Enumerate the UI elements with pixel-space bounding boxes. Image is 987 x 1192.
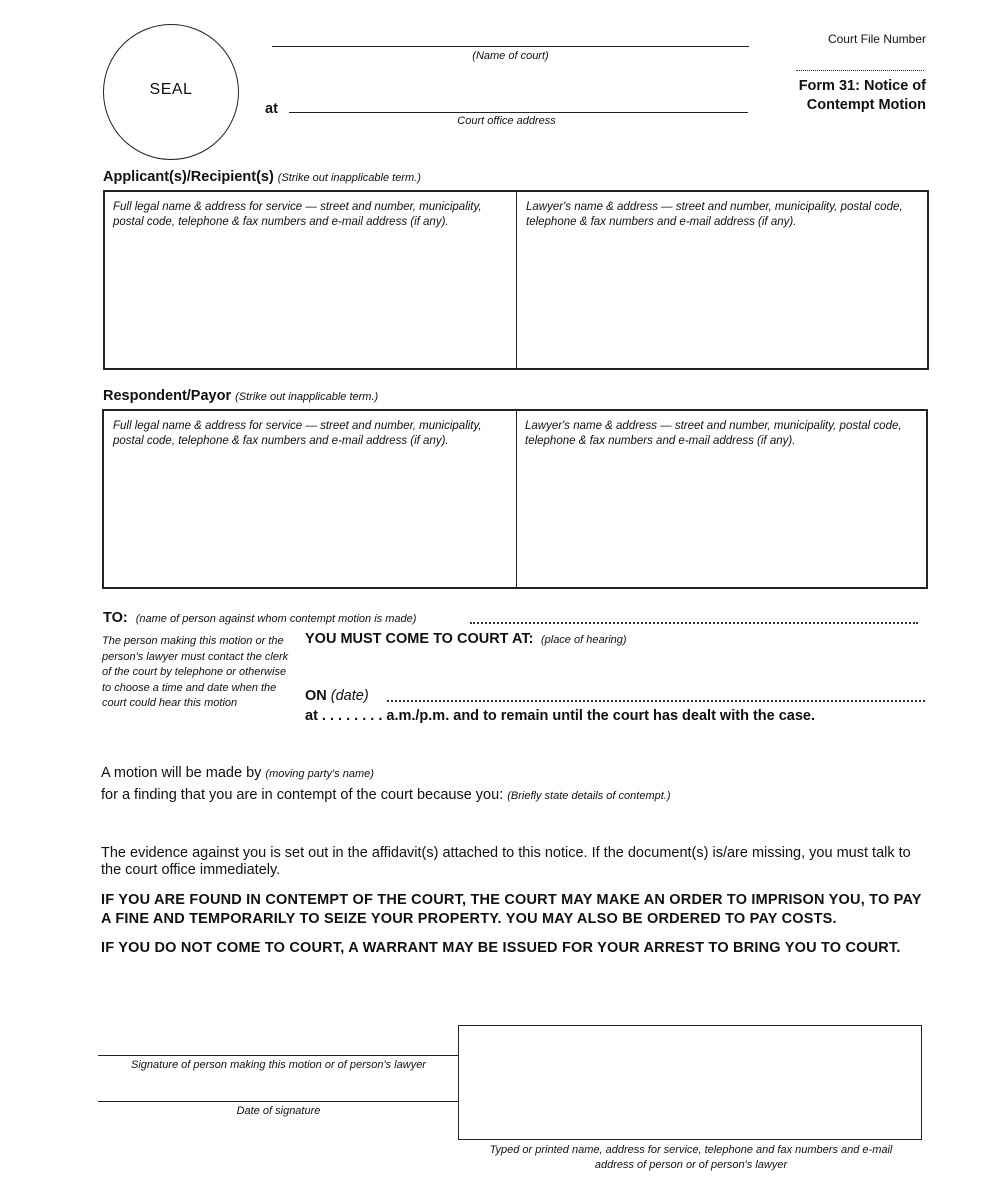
form-title-line1: Form 31: Notice of bbox=[798, 78, 926, 94]
motion-line1-text: A motion will be made by bbox=[101, 765, 262, 781]
motion-line1 bbox=[101, 765, 374, 783]
lawyer-box-caption-line1: Typed or printed name, address for service, telephone and fax numbers and e-mail bbox=[489, 1144, 893, 1156]
court-file-number-label: Court File Number bbox=[827, 32, 926, 46]
court-address-line[interactable] bbox=[289, 112, 748, 113]
contempt-warning: IF YOU ARE FOUND IN CONTEMPT OF THE COURT, THE COURT MAY MAKE AN ORDER TO IMPRISON YOU, TO PAY A FINE AND TEMPORARILY TO SEIZE YOUR PROPERTY. YOU MAY ALSO BE ORDERED TO PAY COSTS. bbox=[101, 892, 922, 927]
applicant-lawyer-cell[interactable]: Lawyer's name & address — street and number, municipality, postal code, telephone & fax numbers and e-mail address (if any). bbox=[526, 201, 903, 228]
date-of-signature-line[interactable] bbox=[98, 1101, 459, 1102]
respondent-box bbox=[102, 409, 928, 589]
applicant-heading-note: (Strike out inapplicable term.) bbox=[277, 172, 421, 184]
respondent-info-cell[interactable]: Full legal name & address for service — street and number, municipality, postal code, telephone & fax numbers and e-mail address (if any). bbox=[113, 420, 482, 447]
date-note: (date) bbox=[330, 688, 369, 704]
to-side-note: The person making this motion or the person's lawyer must contact the clerk of the court by telephone or otherwise to choose a time and date when the court could hear this motion bbox=[102, 635, 289, 709]
date-field[interactable] bbox=[387, 700, 925, 702]
respondent-heading-text: Respondent/Payor bbox=[103, 388, 232, 404]
must-come-label: YOU MUST COME TO COURT AT: bbox=[305, 631, 534, 647]
signature-line[interactable] bbox=[98, 1055, 459, 1056]
applicant-info-cell[interactable]: Full legal name & address for service — street and number, municipality, postal code, telephone & fax numbers and e-mail address (if any). bbox=[113, 201, 482, 228]
to-note: (name of person against whom contempt motion is made) bbox=[135, 613, 417, 625]
motion-line2-text: for a finding that you are in contempt of the court because you: bbox=[101, 787, 504, 803]
must-come-row bbox=[305, 630, 627, 648]
at-label: at bbox=[265, 101, 278, 117]
court-seal bbox=[103, 24, 239, 160]
motion-line1-note: (moving party's name) bbox=[265, 768, 374, 780]
at-time-row: at . . . . . . . . a.m./p.m. and to remain until the court has dealt with the case. bbox=[305, 708, 816, 724]
date-of-signature-caption: Date of signature bbox=[236, 1105, 321, 1117]
applicant-heading bbox=[103, 169, 421, 185]
respondent-lawyer-cell[interactable]: Lawyer's name & address — street and number, municipality, postal code, telephone & fax numbers and e-mail address (if any). bbox=[525, 420, 902, 447]
respondent-box-divider bbox=[516, 411, 517, 587]
seal-label: SEAL bbox=[149, 81, 193, 98]
to-row bbox=[103, 610, 416, 626]
motion-line2-note: (Briefly state details of contempt.) bbox=[507, 790, 671, 802]
to-label: TO: bbox=[103, 610, 128, 626]
court-name-caption: (Name of court) bbox=[472, 50, 549, 62]
lawyer-info-box[interactable] bbox=[458, 1025, 922, 1140]
applicant-box-divider bbox=[516, 192, 517, 368]
court-name-line[interactable] bbox=[272, 46, 749, 47]
court-address-caption: Court office address bbox=[457, 115, 556, 127]
to-name-field[interactable] bbox=[470, 622, 918, 624]
motion-line2 bbox=[101, 787, 671, 805]
place-note: (place of hearing) bbox=[540, 634, 627, 646]
lawyer-box-caption-line2: address of person or of person's lawyer bbox=[594, 1159, 788, 1171]
respondent-heading-note: (Strike out inapplicable term.) bbox=[235, 391, 379, 403]
on-row bbox=[305, 688, 369, 704]
respondent-heading bbox=[103, 388, 378, 404]
signature-caption: Signature of person making this motion or of person's lawyer bbox=[131, 1059, 426, 1071]
arrest-warning: IF YOU DO NOT COME TO COURT, A WARRANT MAY BE ISSUED FOR YOUR ARREST TO BRING YOU TO COURT. bbox=[101, 940, 901, 956]
evidence-paragraph: The evidence against you is set out in the affidavit(s) attached to this notice. If the document(s) is/are missing, you must talk to the court office immediately. bbox=[101, 845, 911, 878]
on-label: ON bbox=[305, 688, 327, 704]
applicant-heading-text: Applicant(s)/Recipient(s) bbox=[103, 169, 274, 185]
form-title-line2: Contempt Motion bbox=[806, 97, 926, 113]
applicant-box bbox=[103, 190, 929, 370]
court-file-number-field[interactable] bbox=[796, 70, 924, 71]
